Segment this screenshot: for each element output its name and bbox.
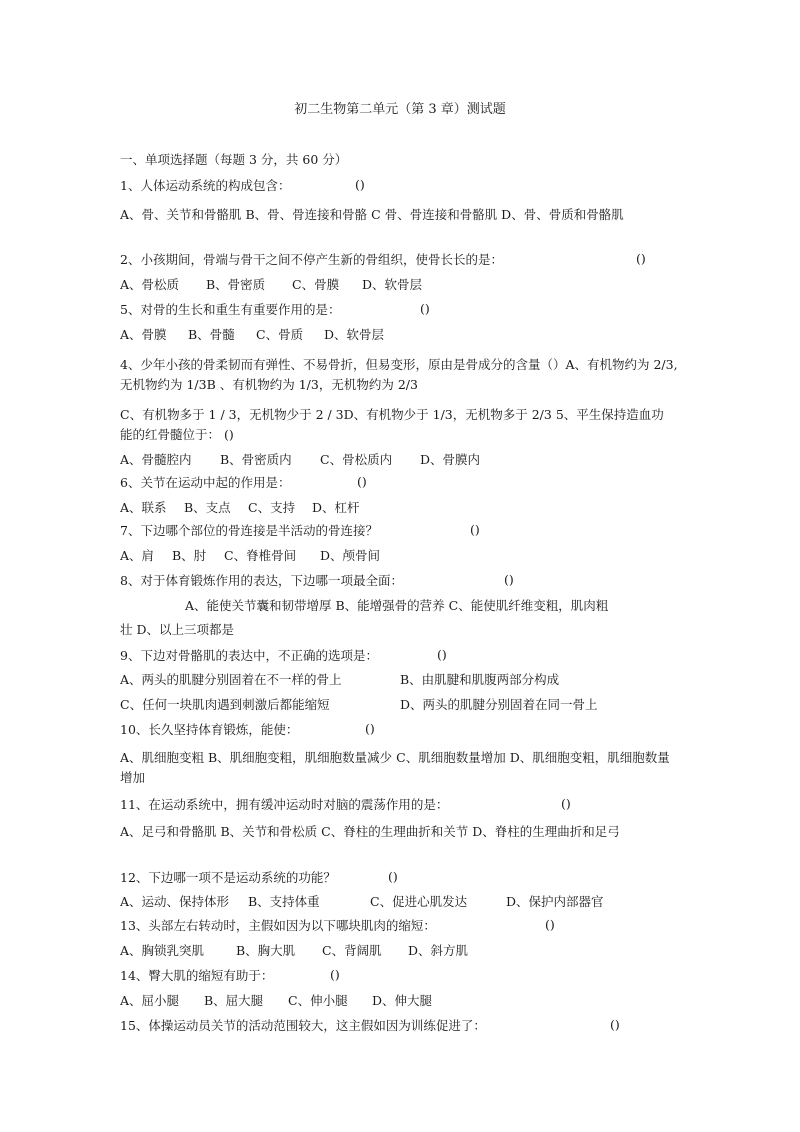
question-14-options — [120, 993, 432, 1009]
question-9-answer-blank: () — [437, 647, 447, 662]
option: C、促进心肌发达 — [370, 894, 468, 909]
question-2-options — [120, 277, 422, 293]
question-7-answer-blank: () — [470, 522, 480, 537]
question-9-stem: 9、下边对骨骼肌的表达中，不正确的选项是： — [120, 648, 378, 663]
option: D、软骨层 — [324, 327, 385, 342]
question-9-option-a: A、两头的肌腱分别固着在不一样的骨上 — [120, 672, 342, 687]
option: A、联系 — [120, 500, 167, 515]
option: C、骨松质内 — [320, 452, 393, 467]
option: B、支点 — [184, 500, 231, 515]
option: B、肘 — [172, 548, 207, 563]
section-heading: 一、单项选择题（每题 3 分，共 60 分） — [120, 152, 348, 167]
question-12-answer-blank: () — [388, 869, 398, 884]
question-13-answer-blank: () — [545, 917, 555, 932]
question-11-stem: 11、在运动系统中，拥有缓冲运动时对脑的震荡作用的是： — [120, 797, 449, 812]
option: B、屈大腿 — [204, 993, 264, 1008]
question-11-answer-blank: () — [561, 796, 571, 811]
question-1-stem: 1、人体运动系统的构成包含： — [120, 178, 291, 193]
question-4-line-3: C、有机物多于 1 / 3，无机物少于 2 / 3D、有机物少于 1/3，无机物多于 2/3 5、平生保持造血功 — [120, 407, 664, 422]
question-12-options — [120, 894, 604, 910]
option: C、背阔肌 — [322, 943, 382, 958]
option: C、伸小腿 — [288, 993, 348, 1008]
question-10-options-line-1: A、肌细胞变粗 B、肌细胞变粗，肌细胞数量减少 C、肌细胞数量增加 D、肌细胞变粗，肌细胞数量 — [120, 750, 670, 765]
question-9-option-b: B、由肌腱和肌腹两部分构成 — [400, 672, 560, 687]
question-12-stem: 12、下边哪一项不是运动系统的功能？ — [120, 870, 336, 885]
question-3-options — [120, 327, 384, 343]
option: A、胸锁乳突肌 — [120, 943, 205, 958]
question-6-stem: 6、关节在运动中起的作用是： — [120, 475, 291, 490]
option: A、屈小腿 — [120, 993, 180, 1008]
question-15-answer-blank: () — [610, 1017, 620, 1032]
option: D、软骨层 — [362, 277, 423, 292]
question-9-option-c: C、任何一块肌肉遇到刺激后都能缩短 — [120, 697, 330, 712]
question-6-options — [120, 500, 360, 516]
question-1-answer-blank: () — [355, 177, 365, 192]
question-3-answer-blank: () — [420, 301, 430, 316]
option: D、骨膜内 — [420, 452, 481, 467]
question-14-stem: 14、臀大肌的缩短有助于： — [120, 968, 274, 983]
question-14-answer-blank: () — [330, 967, 340, 982]
question-5-options — [120, 452, 480, 468]
option: B、骨密质内 — [220, 452, 292, 467]
question-9-option-d: D、两头的肌腱分别固着在同一骨上 — [400, 697, 598, 712]
option: D、保护内部器官 — [506, 894, 604, 909]
question-8-stem: 8、对于体育锻炼作用的表达，下边哪一项最全面： — [120, 573, 403, 588]
option: A、肩 — [120, 548, 155, 563]
question-10-answer-blank: () — [365, 721, 375, 736]
question-1-options: A、骨、关节和骨骼肌 B、骨、骨连接和骨骼 C 骨、骨连接和骨骼肌 D、骨、骨质和骨骼肌 — [120, 207, 624, 222]
option: A、骨松质 — [120, 277, 180, 292]
option: A、骨膜 — [120, 327, 167, 342]
option: B、骨密质 — [206, 277, 266, 292]
question-10-options-line-2: 增加 — [120, 770, 146, 785]
page-title: 初二生物第二单元（第 3 章）测试题 — [294, 102, 506, 117]
question-10-stem: 10、长久坚持体育锻炼，能使： — [120, 722, 299, 737]
option: A、运动、保持体形 — [120, 894, 230, 909]
question-8-answer-blank: () — [504, 572, 514, 587]
question-7-options — [120, 548, 380, 564]
question-4-line-2: 无机物约为 1/3B 、有机物约为 1/3，无机物约为 2/3 — [120, 377, 418, 392]
question-4-line-1: 4、少年小孩的骨柔韧而有弹性、不易骨折，但易变形，原由是骨成分的含量（）A、有机物约为 2/3, — [120, 357, 678, 372]
question-6-answer-blank: () — [357, 474, 367, 489]
question-8-options-line-1: A、能使关节囊和韧带增厚 B、能增强骨的营养 C、能使肌纤维变粗，肌肉粗 — [185, 598, 609, 613]
question-13-options — [120, 943, 468, 959]
question-2-answer-blank: () — [636, 251, 646, 266]
option: C、骨质 — [256, 327, 304, 342]
option: D、颅骨间 — [320, 548, 381, 563]
option: C、支持 — [248, 500, 296, 515]
question-2-stem: 2、小孩期间，骨端与骨干之间不停产生新的骨组织，使骨长长的是： — [120, 252, 503, 267]
question-11-options: A、足弓和骨骼肌 B、关节和骨松质 C、脊柱的生理曲折和关节 D、脊柱的生理曲折和足弓 — [120, 824, 620, 839]
question-15-stem: 15、体操运动员关节的活动范围较大，这主假如因为训练促进了： — [120, 1018, 486, 1033]
option: B、支持体重 — [248, 894, 320, 909]
option: D、杠杆 — [312, 500, 360, 515]
question-4-line-4: 能的红骨髓位于： () — [120, 427, 234, 442]
option: D、斜方肌 — [408, 943, 469, 958]
question-13-stem: 13、头部左右转动时，主假如因为以下哪块肌肉的缩短： — [120, 918, 436, 933]
option: D、伸大腿 — [372, 993, 433, 1008]
option: B、胸大肌 — [236, 943, 296, 958]
question-3-stem: 5、对骨的生长和重生有重要作用的是： — [120, 302, 341, 317]
option: B、骨髓 — [188, 327, 235, 342]
question-8-options-line-2: 壮 D、以上三项都是 — [120, 622, 234, 637]
question-7-stem: 7、下边哪个部位的骨连接是半活动的骨连接？ — [120, 523, 378, 538]
option: C、骨膜 — [292, 277, 340, 292]
option: A、骨髓腔内 — [120, 452, 192, 467]
option: C、脊椎骨间 — [224, 548, 297, 563]
